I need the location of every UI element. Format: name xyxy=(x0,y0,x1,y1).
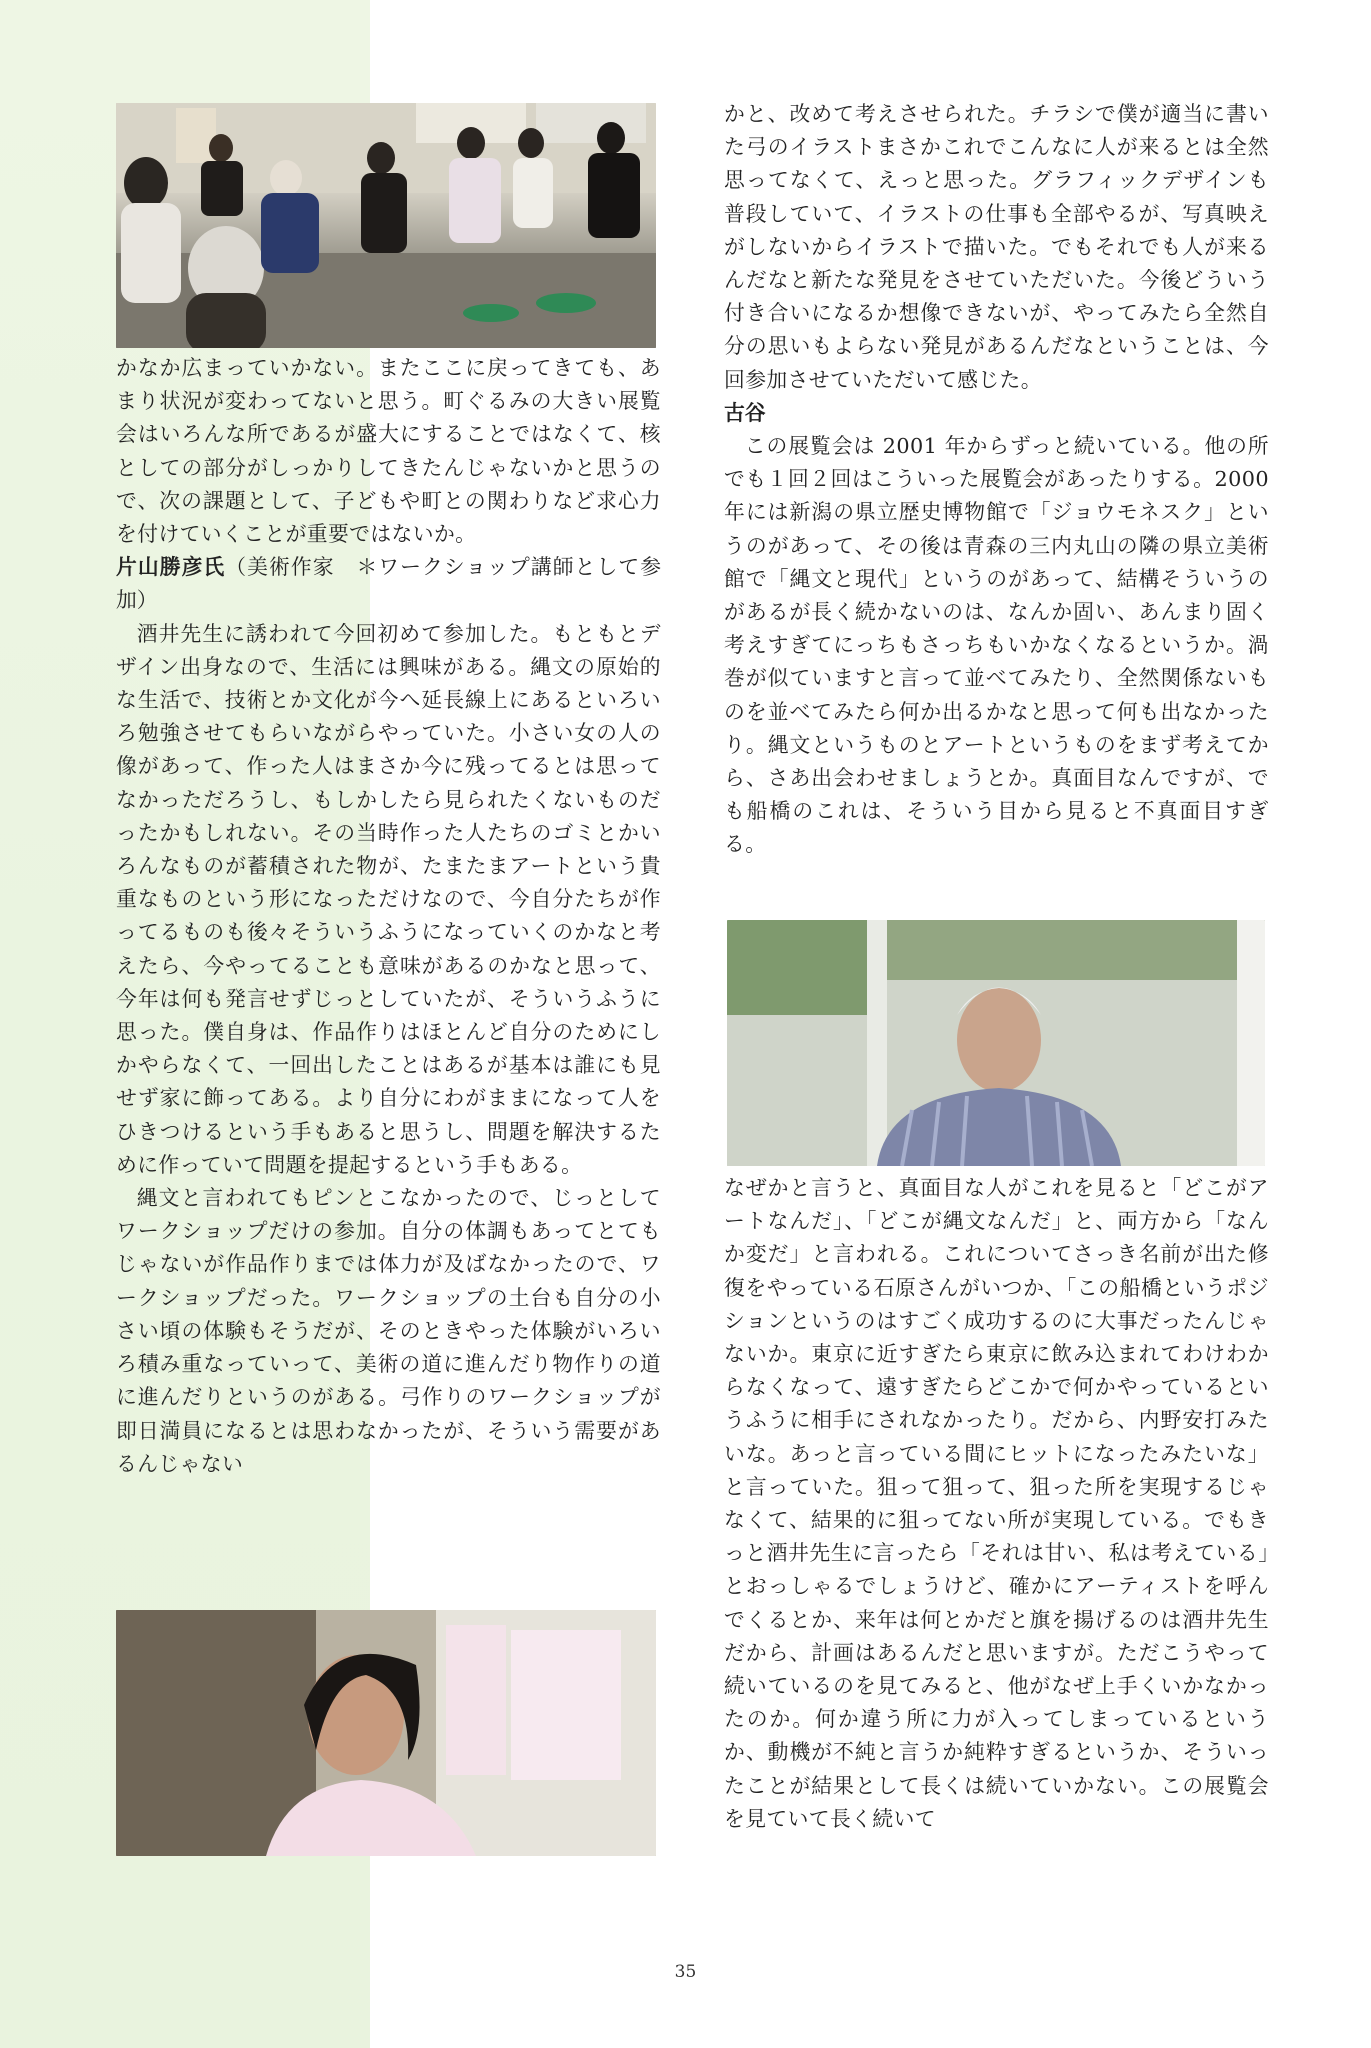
right-paragraph-3: なぜかと言うと、真面目な人がこれを見ると「どこがアートなんだ」、「どこが縄文なんだ」と、両方から「なんか変だ」と言われる。これについてさっき名前が出た修復をやっている石原さんがいつか、「この船橋というポジションというのはすごく成功するのに大事だったんじゃないか。東京に近すぎたら東京に飲み込まれてわけわからなくなって、遠すぎたらどこかで何かやっているというふうに相手にされなかったり。だから、内野安打みたいな。あっと言っている間にヒットになったみたいな」と言っていた。狙って狙って、狙った所を実現するじゃなくて、結果的に狙ってない所が実現している。でもきっと酒井先生に言ったら「それは甘い、私は考えている」とおっしゃるでしょうけど、確かにアーティストを呼んでくるとか、来年は何とかだと旗を揚げるのは酒井先生だから、計画はあるんだと思いますが。ただこうやって続いているのを見てみると、他がなぜ上手くいかなかったのか。何か違う所に力が入ってしまっているというか、動機が不純と言うか純粋すぎるというか、そういったことが結果として長くは続いていかない。この展覧会を見ていて長く続いて xyxy=(724,1176,1269,1831)
right-text-column xyxy=(724,98,1269,862)
speaker-heading-furuya xyxy=(724,397,1269,430)
right-paragraph-1: かと、改めて考えさせられた。チラシで僕が適当に書いた弓のイラストまさかこれでこんなに人が来るとは全然思ってなくて、えっと思った。グラフィックデザインも普段していて、イラストの仕事も全部やるが、写真映えがしないからイラストで描いた。でもそれでも人が来るんだなと新たな発見をさせていただいた。今後どういう付き合いになるか想像できないが、やってみたら全然自分の思いもよらない発見があるんだなということは、今回参加させていただいて感じた。 xyxy=(724,102,1269,392)
young-man-photo xyxy=(116,1610,656,1856)
speaker-name: 片山勝彦氏 xyxy=(116,555,226,580)
young-man-illustration xyxy=(116,1610,656,1856)
right-text-column-continued xyxy=(724,1172,1269,1836)
speaker-heading-katayama xyxy=(116,551,661,617)
left-paragraph-2: 酒井先生に誘われて今回初めて参加した。もともとデザイン出身なので、生活には興味がある。縄文の原始的な生活で、技術とか文化が今へ延長線上にあるといろいろ勉強させてもらいながらやっていた。小さい女の人の像があって、作った人はまさか今に残ってるとは思ってなかっただろうし、もしかしたら見られたくないものだったかもしれない。その当時作った人たちのゴミとかいろんなものが蓄積された物が、たまたまアートという貴重なものという形になっただけなので、今自分たちが作ってるものも後々そういうふうになっていくのかなと考えたら、今やってることも意味があるのかなと思って、今年は何も発言せずじっとしていたが、そういうふうに思った。僕自身は、作品作りはほとんど自分のためにしかやらなくて、一回出したことはあるが基本は誰にも見せず家に飾ってある。より自分にわがままになって人をひきつけるという手もあると思うし、問題を解決するために作っていて問題を提起するという手もある。 xyxy=(116,621,661,1177)
right-paragraph-2: この展覧会は 2001 年からずっと続いている。他の所でも１回２回はこういった展覧会があったりする。2000 年には新潟の県立歴史博物館で「ジョウモネスク」というのがあって、その後は青森の三内丸山の隣の県立美術館で「縄文と現代」というのがあって、結構そういうのがあるが長く続かないのは、なんか固い、あんまり固く考えすぎてにっちもさっちもいかなくなるというか。渦巻が似ていますと言って並べてみたり、全然関係ないものを並べてみたら何か出るかなと思って何も出なかったり。縄文というものとアートというものをまず考えてから、さあ出会わせましょうとか。真面目なんですが、でも船橋のこれは、そういう目から見ると不真面目すぎる。 xyxy=(724,434,1269,857)
left-paragraph-3: 縄文と言われてもピンとこなかったので、じっとしてワークショップだけの参加。自分の体調もあってとてもじゃないが作品作りまでは体力が及ばなかったので、ワークショップだった。ワークショップの土台も自分の小さい頃の体験もそうだが、そのときやった体験がいろいろ積み重なっていって、美術の道に進んだり物作りの道に進んだりというのがある。弓作りのワークショップが即日満員になるとは思わなかったが、そういう需要があるんじゃない xyxy=(116,1186,661,1476)
group-meeting-illustration xyxy=(116,103,656,348)
speaker-name: 古谷 xyxy=(724,400,766,425)
man-speaking-photo xyxy=(727,920,1265,1166)
left-text-column xyxy=(116,352,661,1481)
speaker-role: （美術作家 ＊ワークショップ講師として参加） xyxy=(116,555,661,613)
group-meeting-photo xyxy=(116,103,656,348)
man-speaking-illustration xyxy=(727,920,1265,1166)
page-number: 35 xyxy=(674,1962,697,1982)
left-paragraph-1: かなか広まっていかない。またここに戻ってきても、あまり状況が変わってないと思う。町ぐるみの大きい展覧会はいろんな所であるが盛大にすることではなくて、核としての部分がしっかりしてきたんじゃないかと思うので、次の課題として、子どもや町との関わりなど求心力を付けていくことが重要ではないか。 xyxy=(116,356,661,547)
